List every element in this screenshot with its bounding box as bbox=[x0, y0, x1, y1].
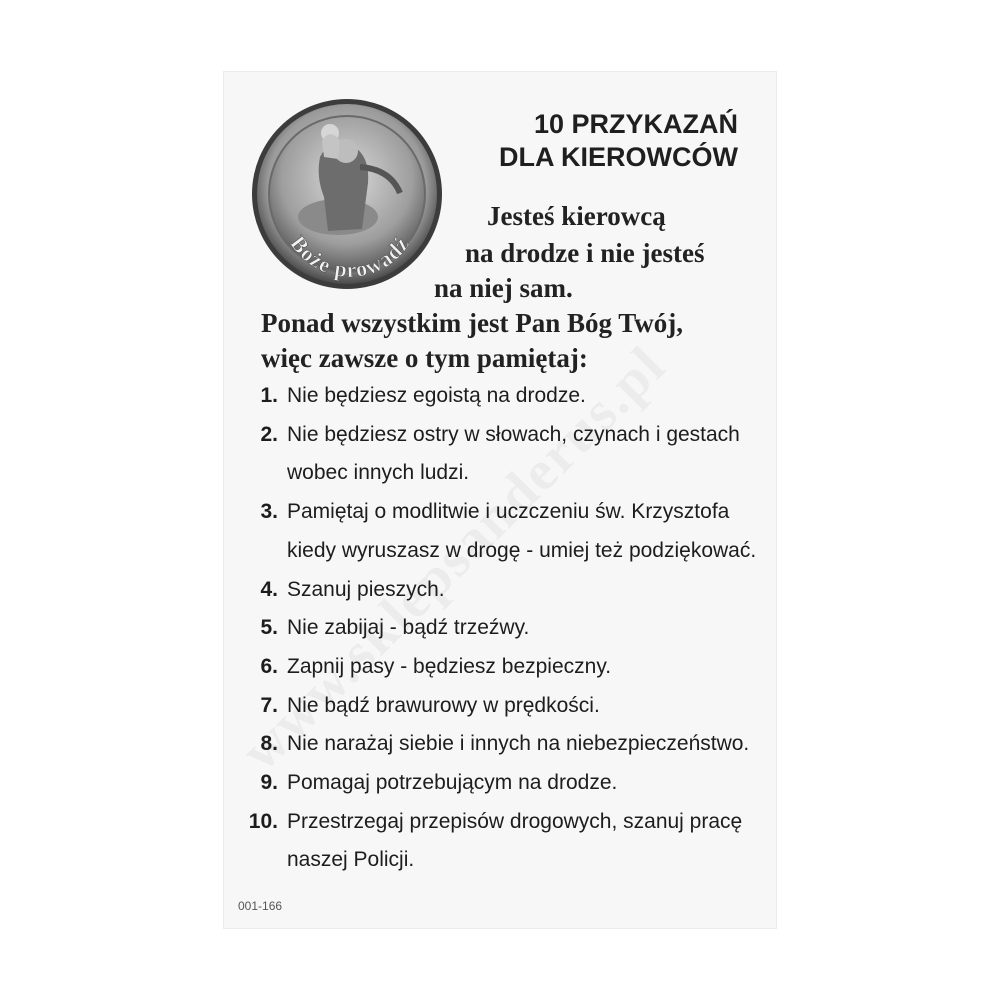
commandment-number: 8. bbox=[260, 732, 278, 756]
commandment-text: naszej Policji. bbox=[287, 848, 415, 872]
commandment-text: Pomagaj potrzebującym na drodze. bbox=[287, 771, 618, 794]
commandment-number: 4. bbox=[260, 577, 278, 601]
commandment-number: 3. bbox=[260, 500, 278, 524]
commandment-text: Nie będziesz ostry w słowach, czynach i gestach bbox=[287, 422, 740, 446]
commandment-number: 5. bbox=[260, 616, 278, 640]
intro-line-2: na drodze i nie jesteś bbox=[465, 238, 705, 268]
st-christopher-medal bbox=[250, 97, 444, 291]
title-line-2: DLA KIEROWCÓW bbox=[499, 142, 738, 172]
medal-text: Boże prowadź bbox=[285, 231, 415, 283]
commandment-number: 6. bbox=[260, 654, 278, 678]
commandment-text: Zapnij pasy - będziesz bezpieczny. bbox=[287, 654, 612, 678]
commandment-number: 9. bbox=[260, 771, 278, 794]
commandment-text: Nie będziesz egoistą na drodze. bbox=[287, 384, 586, 407]
product-code: 001-166 bbox=[238, 899, 283, 913]
intro-line-4: Ponad wszystkim jest Pan Bóg Twój, bbox=[261, 308, 684, 338]
card-title bbox=[450, 108, 738, 174]
commandment-text: kiedy wyruszasz w drogę - umiej też podziękować. bbox=[287, 538, 757, 562]
commandment-number: 2. bbox=[260, 422, 278, 446]
title-line-1: 10 PRZYKAZAŃ bbox=[533, 109, 738, 139]
intro-line-1: Jesteś kierowcą bbox=[487, 201, 666, 231]
commandment-text: Nie zabijaj - bądź trzeźwy. bbox=[287, 616, 530, 640]
intro-line-3: na niej sam. bbox=[434, 273, 573, 303]
commandment-text: Przestrzegaj przepisów drogowych, szanuj pracę bbox=[287, 809, 743, 833]
commandment-number: 7. bbox=[260, 693, 278, 717]
commandment-number: 1. bbox=[260, 384, 278, 407]
commandment-text: Szanuj pieszych. bbox=[287, 577, 445, 601]
commandment-text: wobec innych ludzi. bbox=[287, 461, 470, 485]
intro-line-5: więc zawsze o tym pamiętaj: bbox=[261, 343, 588, 373]
commandment-text: Nie bądź brawurowy w prędkości. bbox=[287, 693, 600, 717]
commandment-number: 10. bbox=[248, 809, 278, 833]
commandment-text: Nie narażaj siebie i innych na niebezpieczeństwo. bbox=[287, 732, 750, 756]
commandment-text: Pamiętaj o modlitwie i uczczeniu św. Krzysztofa bbox=[287, 500, 730, 524]
